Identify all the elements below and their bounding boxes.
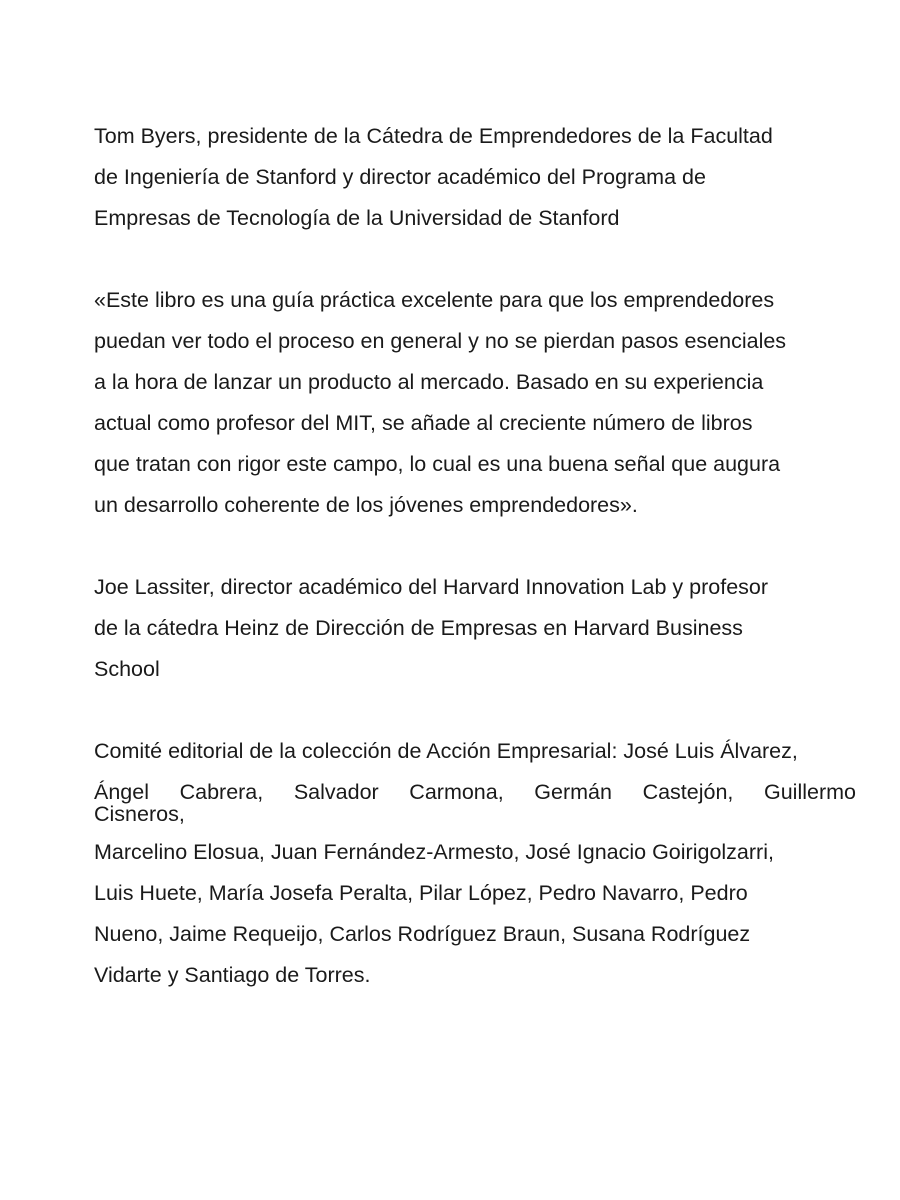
document-page: [94, 116, 856, 996]
text-line: Joe Lassiter, director académico del Harvard Innovation Lab y profesor: [94, 575, 769, 599]
text-line: Tom Byers, presidente de la Cátedra de Emprendedores de la Facultad: [94, 124, 773, 148]
text-line: «Este libro es una guía práctica excelente para que los emprendedores: [94, 288, 775, 312]
word: Germán: [534, 780, 612, 804]
endorsement-tom-byers-attribution: [94, 116, 856, 239]
word: Salvador: [293, 780, 379, 804]
text-line: Vidarte y Santiago de Torres.: [94, 963, 371, 987]
text-line: actual como profesor del MIT, se añade al creciente número de libros: [94, 411, 753, 435]
word: Guillermo: [764, 780, 856, 804]
text-line: Comité editorial de la colección de Acción Empresarial: José Luis Álvarez,: [94, 739, 798, 763]
word: Ángel: [94, 780, 149, 804]
text-line: de la cátedra Heinz de Dirección de Empresas en Harvard Business: [94, 616, 743, 640]
justified-text-line: [94, 772, 856, 802]
editorial-committee: [94, 731, 856, 996]
word: Cabrera,: [179, 780, 264, 804]
word: Castejón,: [642, 780, 734, 804]
text-line: Marcelino Elosua, Juan Fernández-Armesto, José Ignacio Goirigolzarri,: [94, 840, 774, 864]
text-line: School: [94, 657, 160, 681]
text-line: a la hora de lanzar un producto al mercado. Basado en su experiencia: [94, 370, 764, 394]
endorsement-joe-lassiter-attribution: [94, 567, 856, 690]
text-line: puedan ver todo el proceso en general y no se pierdan pasos esenciales: [94, 329, 787, 353]
text-line: un desarrollo coherente de los jóvenes emprendedores».: [94, 493, 638, 517]
text-line: que tratan con rigor este campo, lo cual es una buena señal que augura: [94, 452, 781, 476]
text-line: Luis Huete, María Josefa Peralta, Pilar López, Pedro Navarro, Pedro: [94, 881, 748, 905]
text-line: Empresas de Tecnología de la Universidad de Stanford: [94, 206, 620, 230]
text-line: Nueno, Jaime Requeijo, Carlos Rodríguez Braun, Susana Rodríguez: [94, 922, 751, 946]
word: Carmona,: [409, 780, 504, 804]
text-line: de Ingeniería de Stanford y director académico del Programa de: [94, 165, 706, 189]
endorsement-quote: [94, 280, 856, 526]
text-line: Cisneros,: [94, 802, 185, 826]
